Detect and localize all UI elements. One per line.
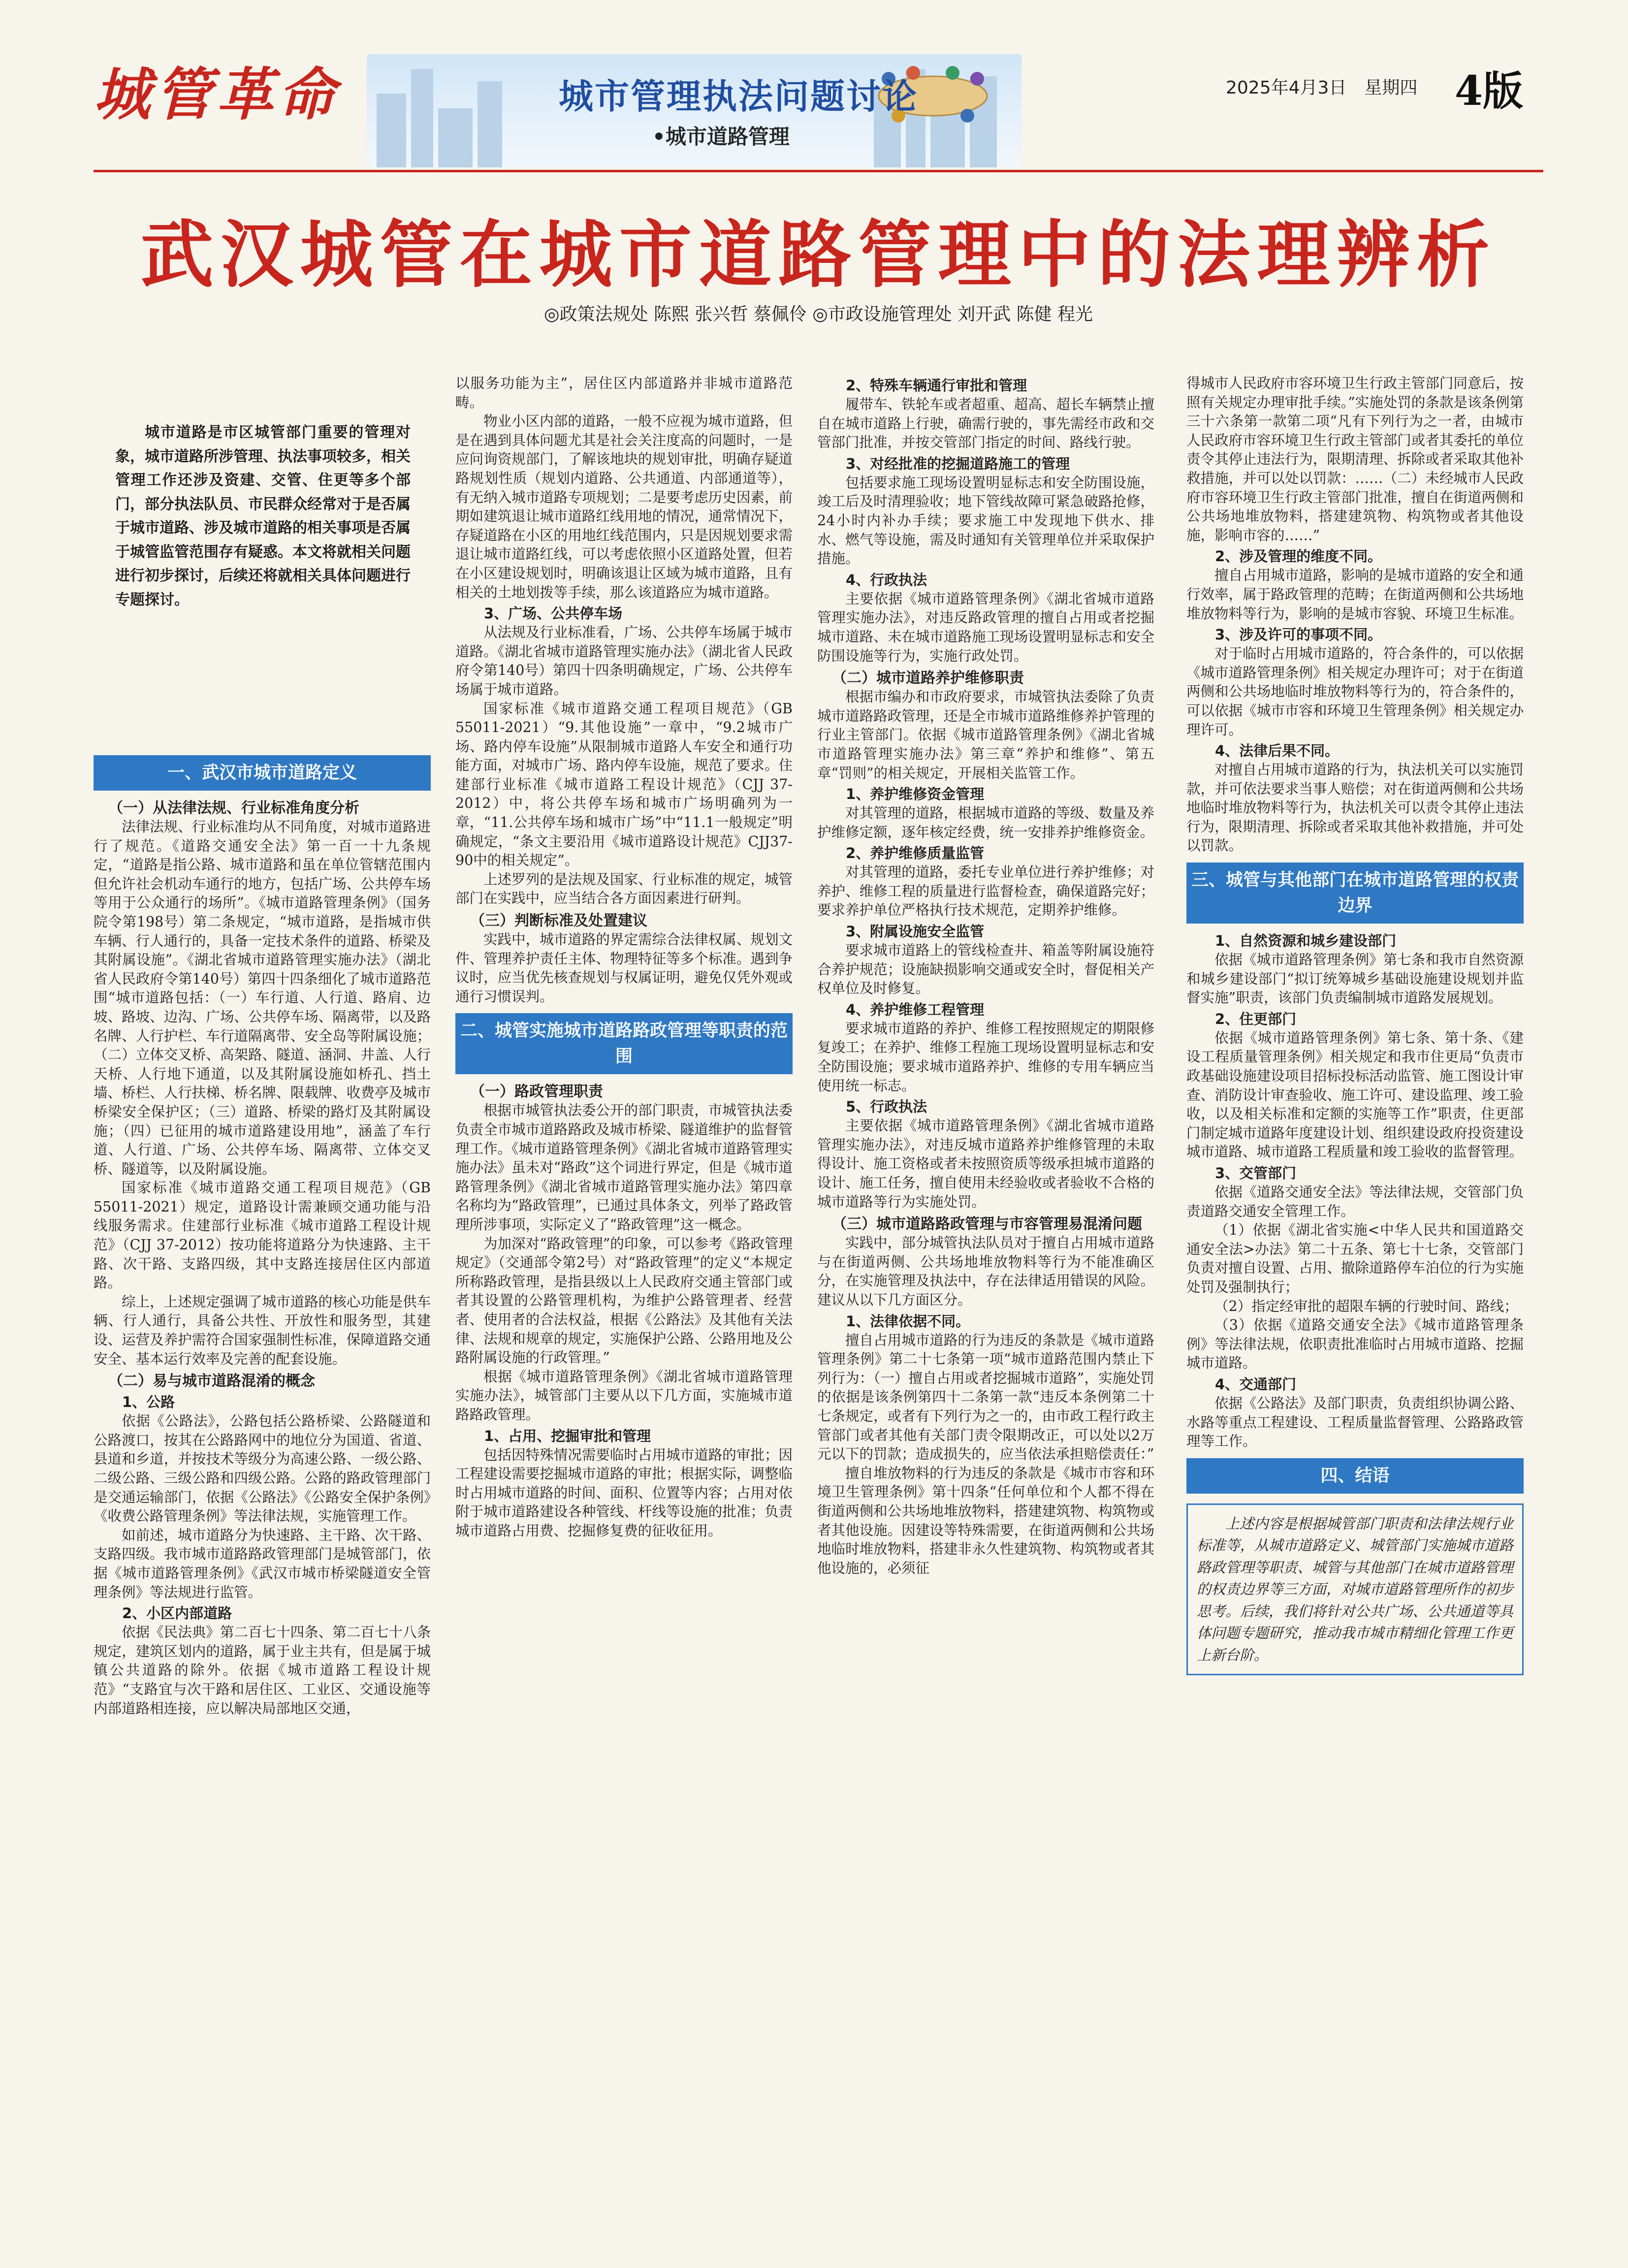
paragraph: 根据市编办和市政府要求，市城管执法委除了负责城市道路路政管理，还是全市城市道路维修养护管理的行业主管部门。依据《城市道路管理条例》《湖北省城市道路管理实施办法》第三章“养护和维修”、第五章“罚则”的相关规定，开展相关监管工作。 bbox=[817, 689, 1154, 781]
skyline-building bbox=[478, 81, 502, 167]
banner-subtitle: •城市道路管理 bbox=[652, 125, 790, 149]
subheading: 4、法律后果不同。 bbox=[1215, 742, 1340, 760]
subheading: （三）城市道路路政管理与市容管理易混淆问题 bbox=[832, 1215, 1142, 1233]
subheading: 3、对经批准的挖掘道路施工的管理 bbox=[846, 455, 1070, 472]
subheading: 2、住更部门 bbox=[1215, 1010, 1297, 1027]
paragraph: 如前述，城市道路分为快速路、主干路、次干路、支路四级。我市城市道路路政管理部门是城管部门，依据《城市道路管理条例》《武汉市城市桥梁隧道安全管理条例》等法规进行监管。 bbox=[94, 1527, 431, 1600]
paragraph: （2）指定经审批的超限车辆的行驶时间、路线； bbox=[1214, 1298, 1518, 1314]
subheading: （三）判断标准及处置建议 bbox=[470, 912, 647, 930]
paragraph: 根据《城市道路管理条例》《湖北省城市道路管理实施办法》，城管部门主要从以下几方面，实施城市道路路政管理。 bbox=[455, 1368, 793, 1423]
subheading: 2、涉及管理的维度不同。 bbox=[1215, 548, 1382, 565]
subheading: （二）城市道路养护维修职责 bbox=[832, 670, 1024, 687]
subheading: 4、养护维修工程管理 bbox=[846, 1001, 985, 1018]
subheading: 3、交管部门 bbox=[1215, 1165, 1297, 1182]
subheading: 4、交通部门 bbox=[1215, 1375, 1297, 1393]
paragraph: 主要依据《城市道路管理条例》《湖北省城市道路管理实施办法》，对违反路政管理的擅自占用或者挖掘城市道路、未在城市道路施工现场设置明显标志和安全防围设施等行为，实施行政处罚。 bbox=[817, 590, 1154, 664]
paragraph: 国家标准《城市道路交通工程项目规范》（GB 55011-2021）“9.其他设施”一章中，“9.2城市广场、路内停车设施”从限制城市道路人车安全和通行功能方面，对城市广场、路内停车设施，规范了要求。住建部行业标准《城市道路工程设计规范》（CJJ 37-2012）中，将公共停车场和城市广场明确列为一章，“11.公共停车场和城市广场”中“11.1一般规定”明确规定，“条文主要沿用《城市道路设计规范》CJJ37-90中的相关规定”。 bbox=[455, 700, 793, 869]
paragraph: 主要依据《城市道路管理条例》《湖北省城市道路管理实施办法》，对违反城市道路养护维修管理的未取得设计、施工资格或者未按照资质等级承担城市道路的设计、施工任务，擅自使用未经验收或者验收不合格的城市道路等行为实施处罚。 bbox=[817, 1118, 1154, 1210]
skyline-building bbox=[438, 108, 473, 167]
article-headline: 武汉城管在城市道路管理中的法理辨析 bbox=[140, 212, 1497, 297]
skyline-building bbox=[411, 69, 433, 167]
paragraph: 实践中，部分城管执法队员对于擅自占用城市道路与在街道两侧、公共场地堆放物料等行为不能准确区分，在实施管理及执法中，存在法律适用错误的风险。建议从以下几方面区分。 bbox=[817, 1235, 1154, 1308]
paragraph: 依据《城市道路管理条例》第七条和我市自然资源和城乡建设部门“拟订统筹城乡基础设施建设规划并监督实施”职责，该部门负责编制城市道路发展规划。 bbox=[1186, 952, 1524, 1006]
paragraph: 国家标准《城市道路交通工程项目规范》（GB 55011-2021）规定，道路设计需兼顾交通功能与沿线服务需求。住建部行业标准《城市道路工程设计规范》（CJJ 37-2012）按功能将道路分为快速路、主干路、次干路、支路四级，其中支路连接居住区内部道路。 bbox=[94, 1180, 431, 1291]
subheading: 1、公路 bbox=[122, 1394, 175, 1411]
paragraph: 为加深对“路政管理”的印象，可以参考《路政管理规定》（交通部令第2号）对“路政管理”的定义“本规定所称路政管理，是指县级以上人民政府交通主管部门或者其设置的公路管理机构，为维护公路管理者、经营者、使用者的合法权益，根据《公路法》及其他有关法律、法规和规章的规定，实施保护公路、公路用地及公路附属设施的行政管理。” bbox=[455, 1235, 793, 1366]
city-skyline-banner bbox=[367, 54, 1021, 167]
paragraph: （1）依据《湖北省实施<中华人民共和国道路交通安全法>办法》第二十五条、第七十七条，交管部门负责对擅自设置、占用、撤除道路停车泊位的行为实施处罚及强制执行； bbox=[1186, 1222, 1524, 1295]
paragraph: 物业小区内部的道路，一般不应视为城市道路，但是在遇到具体问题尤其是社会关注度高的问题时，一是应问询资规部门，了解该地块的规划审批，明确存疑道路规划性质（规划内道路、公共通道、内部通道等），有无纳入城市道路专项规划；二是要考虑历史因素，前期如建筑退让城市道路红线用地的情况，通常情况下，存疑道路在小区的用地红线范围内，只是因规划要求需退让城市道路红线，可以考虑依照小区道路处置，但若在小区建设规划时，明确该退让区域为城市道路，且有相关的土地划拨等手续，那么该道路应为城市道路。 bbox=[455, 413, 793, 601]
subheading: 3、涉及许可的事项不同。 bbox=[1215, 626, 1382, 643]
paragraph: 依据《公路法》，公路包括公路桥梁、公路隧道和公路渡口，按其在公路路网中的地位分为国道、省道、县道和乡道，并按技术等级分为高速公路、一级公路、二级公路、三级公路和四级公路。公路的路政管理部门是交通运输部门，依据《公路法》《公路安全保护条例》《收费公路管理条例》等法律法规，实施管理工作。 bbox=[94, 1413, 431, 1525]
paragraph: 根据市城管执法委公开的部门职责，市城管执法委负责全市城市道路路政及城市桥梁、隧道维护的监督管理工作。《城市道路管理条例》《湖北省城市道路管理实施办法》虽未对“路政”这个词进行界定，但是《城市道路管理条例》《湖北省城市道路管理实施办法》第四章名称均为“路政管理”，已通过具体条文，列举了路政管理所涉事项，实际定义了“路政管理”这一概念。 bbox=[455, 1102, 793, 1233]
paragraph: 实践中，城市道路的界定需综合法律权属、规划文件、管理养护责任主体、物理特征等多个标准。遇到争议时，应当优先核查规划与权属证明，避免仅凭外观或通行习惯误判。 bbox=[455, 931, 793, 1005]
page-number: 4版 bbox=[1455, 67, 1524, 115]
paragraph: 履带车、铁轮车或者超重、超高、超长车辆禁止擅自在城市道路上行驶，确需行驶的，事先需经市政和交管部门批准，并按交管部门指定的时间、路线行驶。 bbox=[817, 396, 1154, 451]
paragraph: 对于临时占用城市道路的，符合条件的，可以依据《城市道路管理条例》相关规定办理许可；对于在街道两侧和公共场地临时堆放物料等行为的，符合条件的，可以依据《城市市容和环境卫生管理条例》相关规定办理许可。 bbox=[1186, 645, 1524, 738]
masthead-divider bbox=[94, 170, 1543, 172]
paragraph: 以服务功能为主”，居住区内部道路并非城市道路范畴。 bbox=[455, 375, 793, 411]
section-heading-3: 三、城管与其他部门在城市道路管理的权责边界 bbox=[1186, 862, 1524, 924]
paragraph: 从法规及行业标准看，广场、公共停车场属于城市道路。《湖北省城市道路管理实施办法》（湖北省人民政府令第140号）第四十四条明确规定，广场、公共停车场属于城市道路。 bbox=[455, 624, 793, 698]
paragraph: 要求城市道路的养护、维修工程按照规定的期限修复竣工；在养护、维修工程施工现场设置明显标志和安全防围设施；要求城市道路养护、维修的专用车辆应当使用统一标志。 bbox=[817, 1020, 1154, 1094]
paragraph: 擅自占用城市道路的行为违反的条款是《城市道路管理条例》第二十七条第一项“城市道路范围内禁止下列行为：（一）擅自占用或者挖掘城市道路”，实施处罚的依据是该条例第四十二条第一款“违反本条例第二十七条规定，或者有下列行为之一的，由市政工程行政主管部门或者其他有关部门责令限期改正，可以处以2万元以下的罚款；造成损失的，应当依法承担赔偿责任：” bbox=[817, 1332, 1154, 1463]
abstract-text: 城市道路是市区城管部门重要的管理对象，城市道路所涉管理、执法事项较多，相关管理工作还涉及资建、交管、住更等多个部门，部分执法队员、市民群众经常对于是否属于城市道路、涉及城市道路的相关事项是否属于城管监管范围存有疑惑。本文将就相关问题进行初步探讨，后续还将就相关具体问题进行专题探讨。 bbox=[115, 424, 411, 608]
paragraph: 依据《民法典》第二百七十四条、第二百七十八条规定，建筑区划内的道路，属于业主共有，但是属于城镇公共道路的除外。依据《城市道路工程设计规范》“支路宜与次干路和居住区、工业区、交通设施等内部道路相连接，应以解决局部地区交通， bbox=[94, 1624, 431, 1717]
conclusion-text: 上述内容是根据城管部门职责和法律法规行业标准等，从城市道路定义、城管部门实施城市道路路政管理等职责、城管与其他部门在城市道路管理的权责边界等三方面，对城市道路管理所作的初步思考。后续，我们将针对公共广场、公共通道等具体问题专题研究，推动我市城市精细化管理工作更上新台阶。 bbox=[1197, 1515, 1513, 1663]
paragraph: 对擅自占用城市道路的行为，执法机关可以实施罚款，并可依法要求当事人赔偿；对在街道两侧和公共场地临时堆放物料等行为，执法机关可以责令其停止违法行为，限期清理、拆除或者采取其他补救措施，并可处以罚款。 bbox=[1186, 762, 1524, 854]
issue-date: 2025年4月3日 星期四 bbox=[1226, 78, 1418, 98]
section-heading-1: 一、武汉市城市道路定义 bbox=[94, 755, 431, 791]
column-2 bbox=[455, 374, 793, 1540]
paragraph: 依据《城市道路管理条例》第七条、第十条、《建设工程质量管理条例》相关规定和我市住更局“负责市政基础设施建设项目招标投标活动监管、施工图设计审查、消防设计审查验收、施工许可、建设监理、竣工验收，以及相关标准和定额的实施等工作”职责，住更部门制定城市道路年度建设计划、组织建设政府投资建设城市道路、城市道路工程质量和竣工验收的监督管理。 bbox=[1186, 1029, 1524, 1160]
subheading: （一）路政管理职责 bbox=[470, 1083, 603, 1101]
paragraph: 法律法规、行业标准均从不同角度，对城市道路进行了规范。《道路交通安全法》第一百一十九条规定，“道路是指公路、城市道路和虽在单位管辖范围内但允许社会机动车通行的地方，包括广场、公共停车场等用于公众通行的场所”。《城市道路管理条例》（国务院令第198号）第二条规定，“城市道路，是指城市供车辆、行人通行的，具备一定技术条件的道路、桥梁及其附属设施”。《湖北省城市道路管理实施办法》（湖北省人民政府令第140号）第四十四条细化了城市道路范围“城市道路包括：（一）车行道、人行道、路肩、边坡、路坡、边沟、广场、公共停车场、隔离带，以及路名牌、人行护栏、车行道隔离带、安全岛等附属设施；（二）立体交叉桥、高架路、隧道、涵洞、井盖、人行天桥、人行地下通道，以及其附属设施如桥孔、挡土墙、桥栏、人行扶梯、桥名牌、限载牌、收费亭及城市桥梁安全保护区；（三）道路、桥梁的路灯及其附属设施；（四）已征用的城市道路建设用地”，涵盖了车行道、人行道、广场、公共停车场、隔离带、立体交叉桥、隧道等，以及附属设施。 bbox=[94, 819, 431, 1177]
paragraph: （3）依据《道路交通安全法》《城市道路管理条例》等法律法规，依职责批准临时占用城市道路、挖掘城市道路。 bbox=[1186, 1317, 1524, 1372]
paragraph: 依据《公路法》及部门职责，负责组织协调公路、水路等重点工程建设、工程质量监督管理、公路路政管理等工作。 bbox=[1186, 1395, 1524, 1450]
paragraph: 包括因特殊情况需要临时占用城市道路的审批；因工程建设需要挖掘城市道路的审批；根据实际，调整临时占用城市道路的时间、面积、位置等内容；占用对依附于城市道路建设各种管线、杆线等设施的批准；负责城市道路占用费、挖掘修复费的征收征用。 bbox=[455, 1446, 793, 1539]
article-byline: ◎政策法规处 陈熙 张兴哲 蔡佩伶 ◎市政设施管理处 刘开武 陈健 程光 bbox=[544, 304, 1093, 324]
subheading: 2、小区内部道路 bbox=[122, 1605, 232, 1622]
subheading: 2、特殊车辆通行审批和管理 bbox=[846, 377, 1027, 394]
subheading: 1、法律依据不同。 bbox=[846, 1312, 970, 1330]
conclusion-box bbox=[1186, 1503, 1524, 1676]
masthead bbox=[0, 0, 1628, 162]
newspaper-brand: 城管革命 bbox=[94, 62, 340, 128]
subheading: 1、养护维修资金管理 bbox=[846, 786, 985, 803]
paragraph: 擅自占用城市道路，影响的是城市道路的安全和通行效率，属于路政管理的范畴；在街道两侧和公共场地堆放物料等行为，影响的是城市容貌、环境卫生标准。 bbox=[1186, 567, 1524, 622]
subheading: 1、自然资源和城乡建设部门 bbox=[1215, 932, 1397, 950]
paragraph: 得城市人民政府市容环境卫生行政主管部门同意后，按照有关规定办理审批手续。”实施处罚的条款是该条例第三十六条第一款第二项“凡有下列行为之一者，由城市人民政府市容环境卫生行政主管部门或者其委托的单位责令其停止违法行为，限期清理、拆除或者采取其他补救措施，并可以处以罚款：……（二）未经城市人民政府市容环境卫生行政主管部门批准，擅自在街道两侧和公共场地堆放物料，搭建建筑物、构筑物或者其他设施，影响市容的……” bbox=[1186, 375, 1524, 543]
subheading: （二）易与城市道路混淆的概念 bbox=[108, 1373, 315, 1390]
paragraph: 擅自堆放物料的行为违反的条款是《城市市容和环境卫生管理条例》第十四条“任何单位和个人都不得在街道两侧和公共场地堆放物料，搭建建筑物、构筑物或者其他设施。因建设等特殊需要，在街道两侧和公共场地临时堆放物料，搭建非永久性建筑物、构筑物或者其他设施的，必须征 bbox=[817, 1465, 1154, 1576]
paragraph: 上述罗列的是法规及国家、行业标准的规定，城管部门在实践中，应当结合各方面因素进行研判。 bbox=[455, 871, 793, 907]
subheading: 5、行政执法 bbox=[846, 1098, 927, 1116]
article-abstract bbox=[115, 421, 411, 612]
banner-title: 城市管理执法问题讨论 bbox=[559, 76, 918, 117]
subheading: 1、占用、挖掘审批和管理 bbox=[484, 1427, 651, 1444]
subheading: 3、广场、公共停车场 bbox=[484, 605, 623, 622]
paragraph: 综上，上述规定强调了城市道路的核心功能是供车辆、行人通行，具备公共性、开放性和服务型，其建设、运营及养护需符合国家强制性标准，保障道路交通安全、基本运行效率及完善的配套设施。 bbox=[94, 1293, 431, 1367]
subheading: 2、养护维修质量监管 bbox=[846, 845, 985, 862]
column-3 bbox=[817, 374, 1154, 1578]
paragraph: 对其管理的道路，根据城市道路的等级、数量及养护维修定额，逐年核定经费，统一安排养护维修资金。 bbox=[817, 805, 1154, 840]
paragraph: 要求城市道路上的管线检查井、箱盖等附属设施符合养护规范；设施缺损影响交通或安全时，督促相关产权单位及时修复。 bbox=[817, 942, 1154, 997]
section-heading-4: 四、结语 bbox=[1186, 1458, 1524, 1494]
column-4 bbox=[1186, 374, 1524, 1675]
section-heading-2: 二、城管实施城市道路路政管理等职责的范围 bbox=[455, 1013, 793, 1074]
subheading: 3、附属设施安全监管 bbox=[846, 923, 985, 940]
paragraph: 包括要求施工现场设置明显标志和安全防围设施，竣工后及时清理验收；地下管线故障可紧急破路抢修，24小时内补办手续；要求施工中发现地下供水、排水、燃气等设施，需及时通知有关管理单位并采取保护措施。 bbox=[817, 474, 1154, 567]
subheading: 4、行政执法 bbox=[846, 571, 927, 588]
paragraph: 对其管理的道路，委托专业单位进行养护维修；对养护、维修工程的质量进行监督检查，确保道路完好；要求养护单位严格执行技术规范，定期养护维修。 bbox=[817, 864, 1154, 919]
skyline-building bbox=[377, 94, 406, 167]
paragraph: 依据《道路交通安全法》等法律法规，交管部门负责道路交通安全管理工作。 bbox=[1186, 1184, 1524, 1219]
subheading: （一）从法律法规、行业标准角度分析 bbox=[108, 799, 359, 817]
